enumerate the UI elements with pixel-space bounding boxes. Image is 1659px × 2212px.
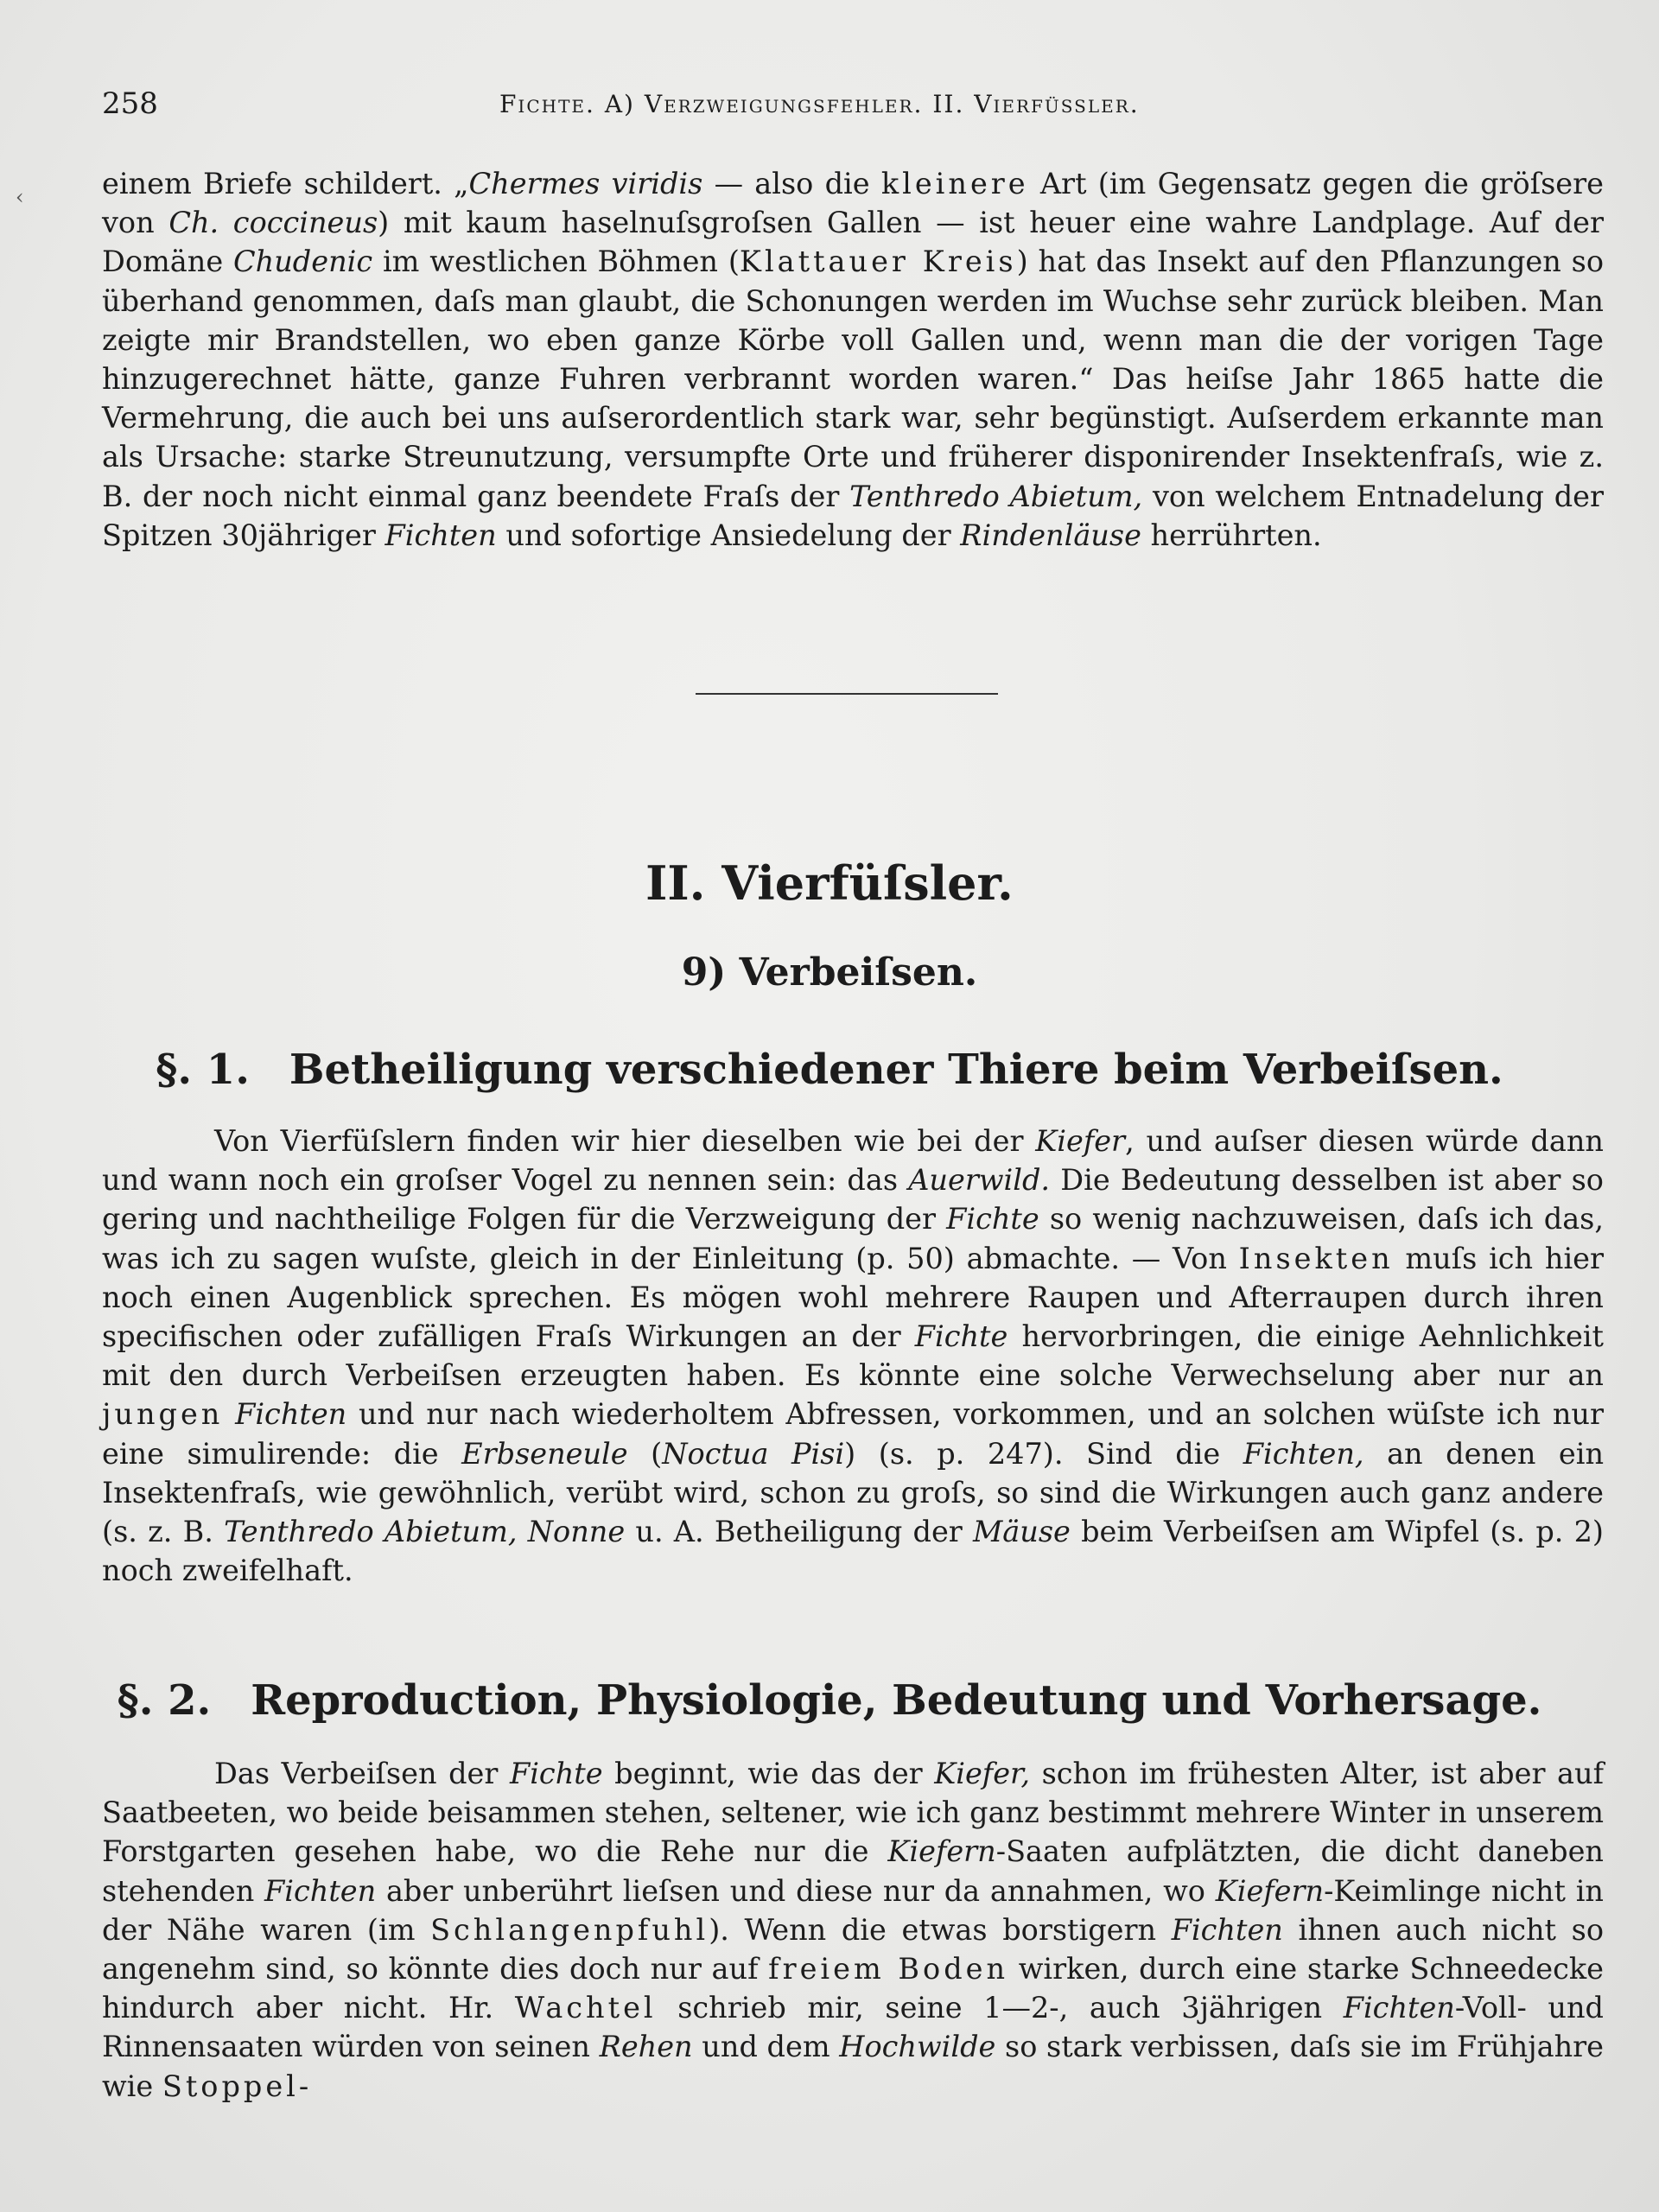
paragraph-heading-1	[0, 1046, 1659, 1094]
page-number: 258	[102, 86, 158, 121]
paragraph-number: §. 1.	[156, 1046, 250, 1094]
paragraph-heading-title: Reproduction, Physiologie, Bedeutung und Vorhersage.	[251, 1676, 1542, 1725]
margin-mark: ‹	[16, 185, 24, 209]
paragraph-section-1: Von Vierfüſslern finden wir hier dieselben wie bei der Kiefer, und auſser diesen würde dann und wann noch ein groſser Vogel zu nennen sein: das Auerwild. Die Bedeutung desselben ist aber so gering und nachtheilige Folgen für die Verzweigung der Fichte so wenig nachzuweisen, daſs ich das, was ich zu sagen wuſste, gleich in der Einleitung (p. 50) abmachte. — Von Insekten muſs ich hier noch einen Augenblick sprechen. Es mögen wohl mehrere Raupen und Afterraupen durch ihren specifischen oder zufälligen Fraſs Wirkungen an der Fichte hervorbringen, die einige Aehnlichkeit mit den durch Verbeiſsen erzeugten haben. Es könnte eine solche Verwechselung aber nur an jungen Fichten und nur nach wiederholtem Abfressen, vorkommen, und an solchen wüſste ich nur eine simulirende: die Erbseneule (Noctua Pisi) (s. p. 247). Sind die Fichten, an denen ein Insektenfraſs, wie gewöhnlich, verübt wird, schon zu groſs, so sind die Wirkungen auch ganz andere (s. z. B. Tenthredo Abietum, Nonne u. A. Betheiligung der Mäuse beim Verbeiſsen am Wipfel (s. p. 2) noch zweifelhaft.	[102, 1124, 1605, 1588]
page-header	[102, 86, 1604, 130]
paragraph-heading-title: Betheiligung verschiedener Thiere beim Verbeiſsen.	[289, 1046, 1503, 1094]
section-title: II. Vierfüſsler.	[645, 855, 1014, 911]
subsection-title: 9) Verbeiſsen.	[681, 950, 978, 995]
section-divider	[696, 693, 998, 695]
running-head: Fichte. A) Verzweigungsfehler. II. Vierfüssler.	[499, 90, 1140, 118]
paragraph-continuation: einem Briefe schildert. „Chermes viridis — also die kleinere Art (im Gegensatz gegen die gröſsere von Ch. coccineus) mit kaum haselnuſsgroſsen Gallen — ist heuer eine wahre Landplage. Auf der Domäne Chudenic im westlichen Böhmen (Klattauer Kreis) hat das Insekt auf den Pflanzungen so überhand genommen, daſs man glaubt, die Schonungen werden im Wuchse sehr zurück bleiben. Man zeigte mir Brandstellen, wo eben ganze Körbe voll Gallen und, wenn man die der vorigen Tage hinzugerechnet hätte, ganze Fuhren verbrannt worden waren.“ Das heiſse Jahr 1865 hatte die Vermehrung, die auch bei uns auſserordentlich stark war, sehr begünstigt. Auſserdem erkannte man als Ursache: starke Streunutzung, versumpfte Orte und früherer disponirender Insektenfraſs, wie z. B. der noch nicht einmal ganz beendete Fraſs der Tenthredo Abietum, von welchem Entnadelung der Spitzen 30jähriger Fichten und sofortige Ansiedelung der Rindenläuse herrührten.	[102, 167, 1605, 552]
paragraph-section-2: Das Verbeiſsen der Fichte beginnt, wie das der Kiefer, schon im frühesten Alter, ist aber auf Saatbeeten, wo beide beisammen stehen, seltener, wie ich ganz bestimmt mehrere Winter in unserem Forstgarten gesehen habe, wo die Rehe nur die Kiefern-Saaten aufplätzten, die dicht daneben stehenden Fichten aber unberührt lieſsen und diese nur da annahmen, wo Kiefern-Keimlinge nicht in der Nähe waren (im Schlangenpfuhl). Wenn die etwas borstigern Fichten ihnen auch nicht so angenehm sind, so könnte dies doch nur auf freiem Boden wirken, durch eine starke Schneedecke hindurch aber nicht. Hr. Wachtel schrieb mir, seine 1—2-, auch 3jährigen Fichten-Voll- und Rinnensaaten würden von seinen Rehen und dem Hochwilde so stark verbissen, daſs sie im Frühjahre wie Stoppel-	[102, 1757, 1604, 2103]
paragraph-heading-2	[0, 1676, 1659, 1725]
paragraph-number: §. 2.	[117, 1676, 212, 1725]
